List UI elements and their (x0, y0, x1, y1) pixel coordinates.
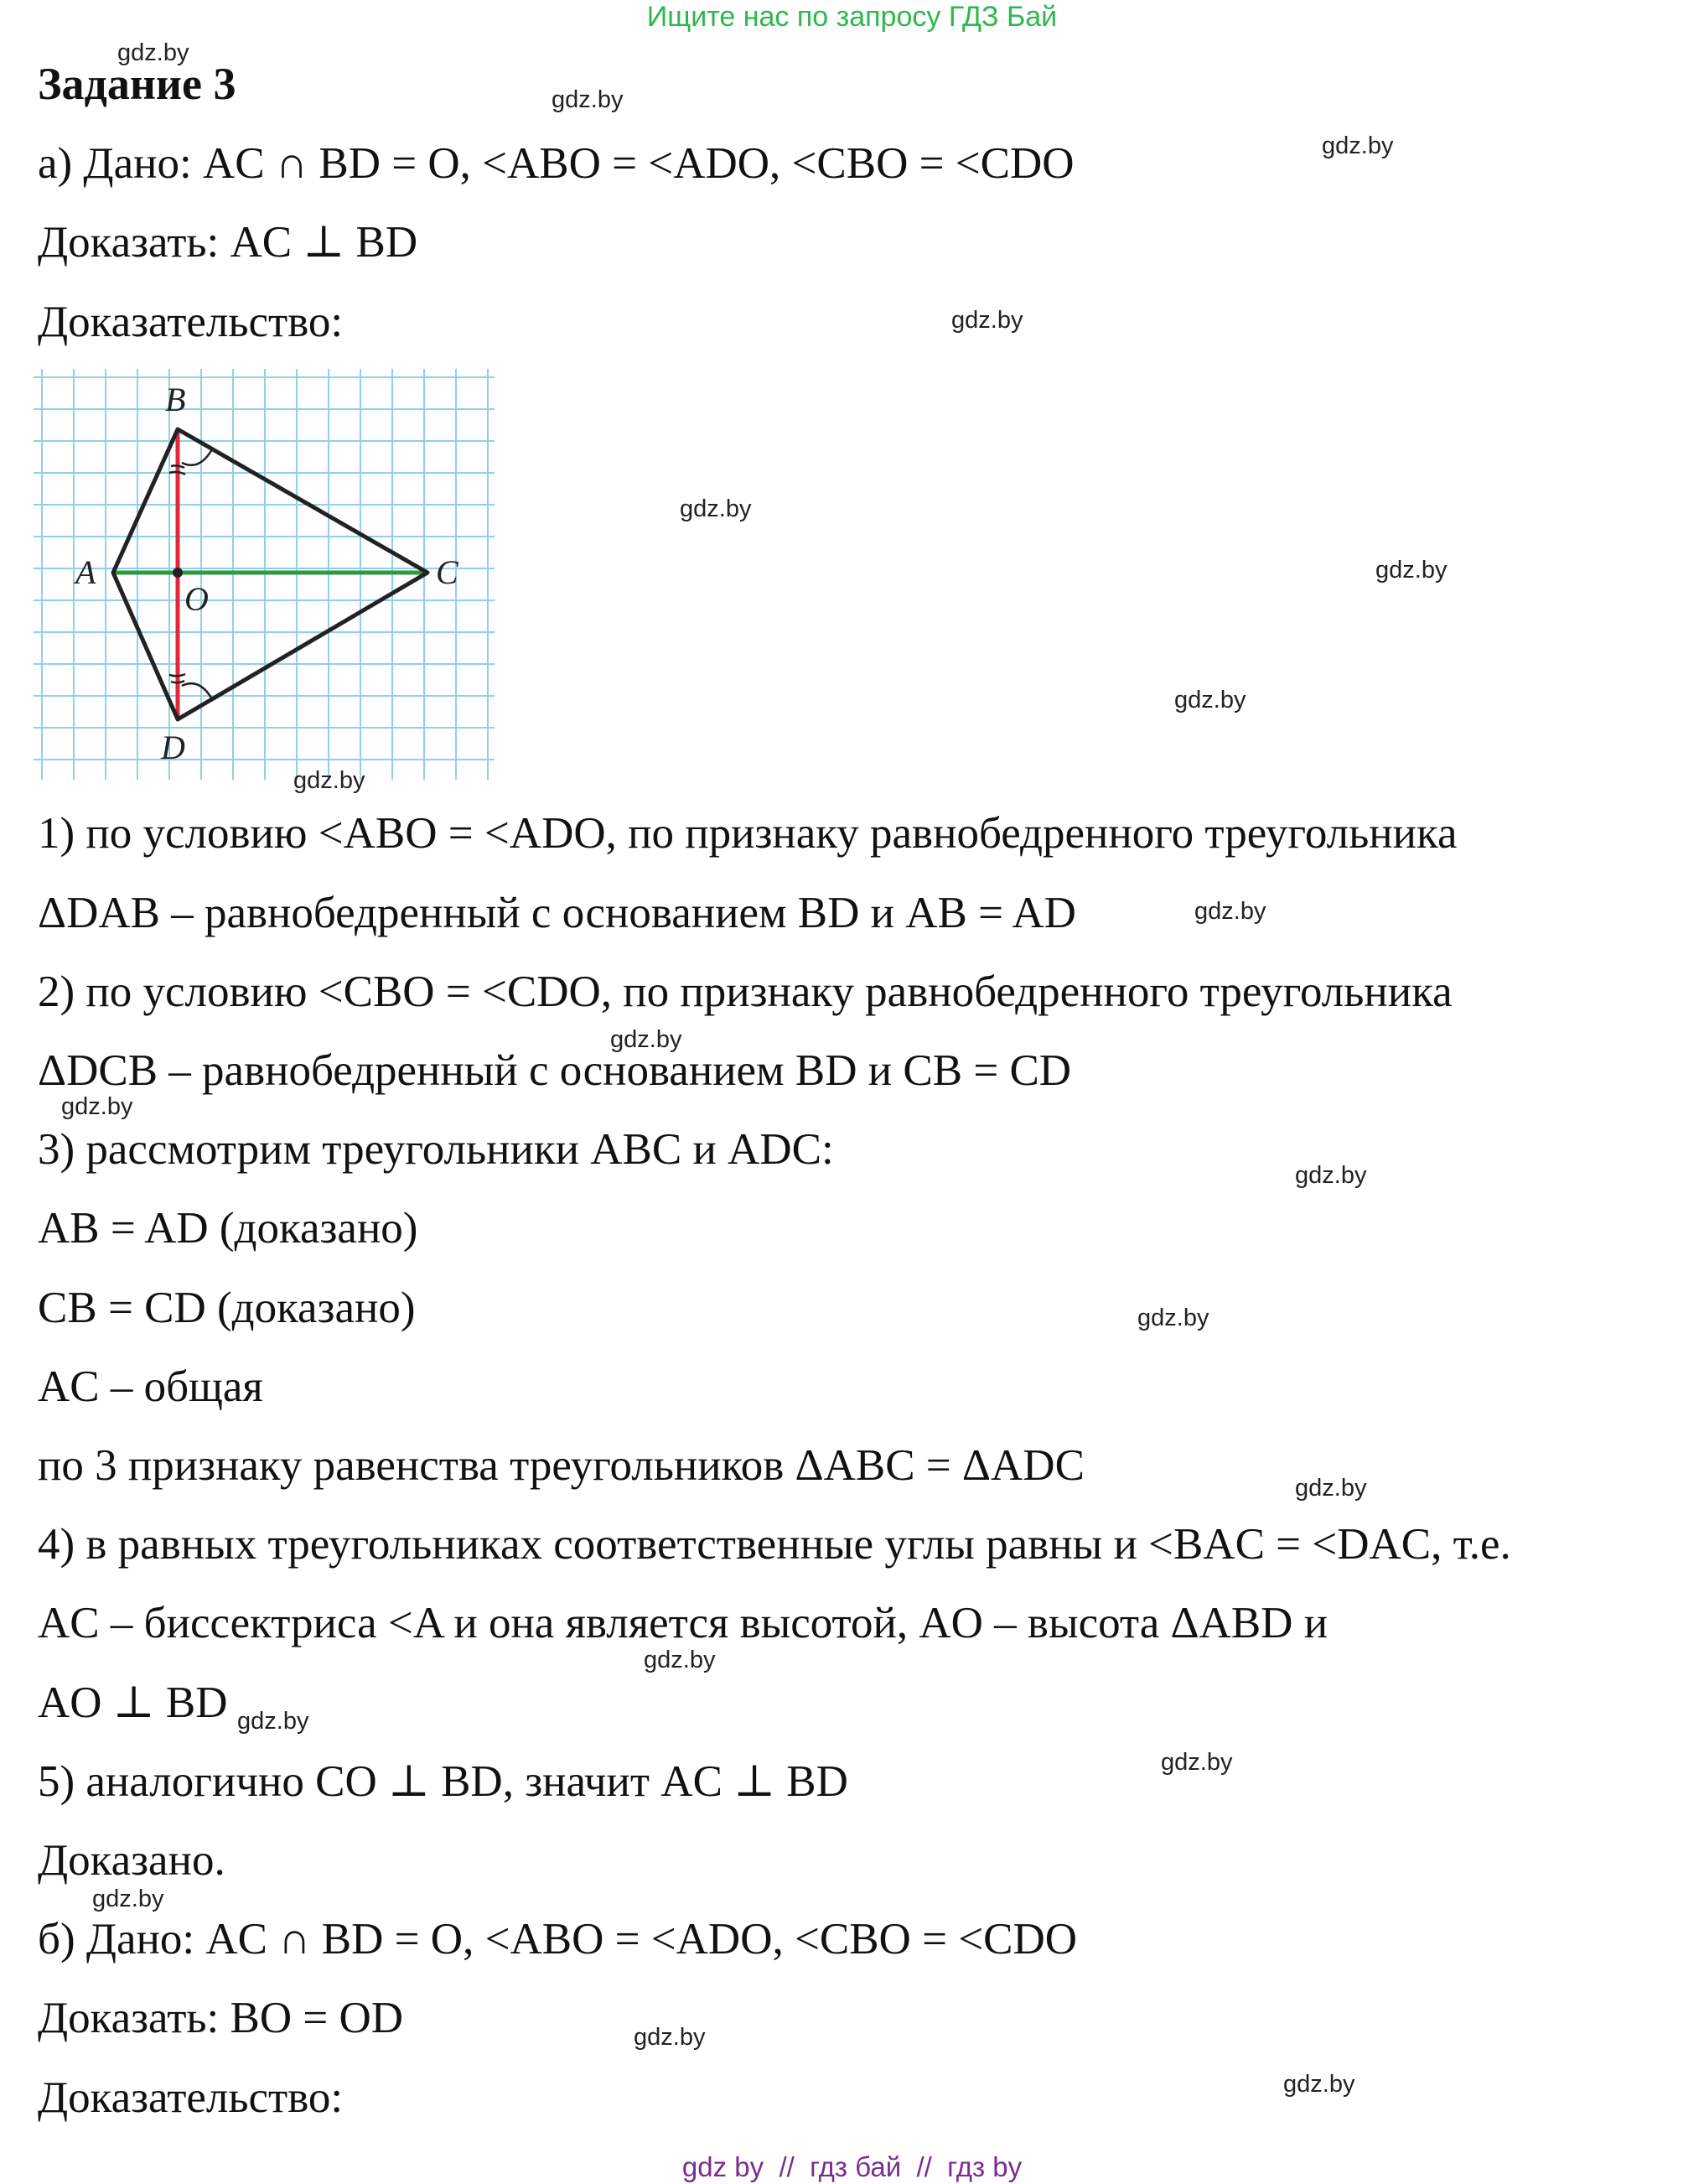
proof-step-3: 3) рассмотрим треугольники ABC и ADC: (38, 1125, 834, 1174)
label-b: B (165, 381, 186, 418)
proof-heading-b: Доказательство: (38, 2073, 344, 2122)
proof-step-3-ac: AC – общая (38, 1362, 263, 1411)
watermark: gdz.by (117, 39, 189, 66)
prove-line-a: Доказать: AC ⊥ BD (38, 218, 418, 267)
proof-step-3-cb: CB = CD (доказано) (38, 1284, 416, 1332)
proof-step-5: 5) аналогично CO ⊥ BD, значит AC ⊥ BD (38, 1757, 848, 1806)
watermark: gdz.by (1137, 1305, 1209, 1331)
proof-step-2: 2) по условию <CBO = <CDO, по признаку равнобедренного треугольника (38, 967, 1453, 1016)
proof-step-3-ab: AB = AD (доказано) (38, 1204, 418, 1253)
watermark: gdz.by (644, 1647, 716, 1673)
watermark: gdz.by (1283, 2071, 1355, 2098)
angle-mark-cdo (182, 683, 212, 699)
given-line-b: б) Дано: AC ∩ BD = O, <ABO = <ADO, <CBO = <CDO (38, 1915, 1078, 1964)
angle-mark-cbo (182, 449, 212, 465)
proof-step-4-cont: AC – биссектриса <A и она является высотой, AO – высота ΔABD и (38, 1599, 1328, 1647)
search-banner: Ищите нас по запросу ГДЗ Бай (646, 1, 1058, 33)
geometry-figure (34, 369, 503, 788)
proof-conclusion: Доказано. (38, 1836, 225, 1885)
proof-step-2-cont: ΔDCB – равнобедренный с основанием BD и CB = CD (38, 1046, 1072, 1095)
proof-step-1: 1) по условию <ABO = <ADO, по признаку равнобедренного треугольника (38, 809, 1458, 858)
proof-step-3-result: по 3 признаку равенства треугольников ΔABC = ΔADC (38, 1441, 1085, 1490)
watermark: gdz.by (237, 1708, 309, 1735)
watermark: gdz.by (1295, 1475, 1367, 1502)
task-heading: Задание 3 (38, 59, 236, 109)
watermark: gdz.by (1375, 557, 1448, 584)
watermark: gdz.by (951, 307, 1023, 334)
label-o: O (184, 580, 209, 618)
proof-step-4-result: AO ⊥ BD (38, 1678, 228, 1727)
watermark: gdz.by (1174, 687, 1246, 713)
watermark: gdz.by (552, 86, 624, 113)
label-d: D (161, 729, 185, 766)
point-o (173, 568, 183, 578)
given-line-a: а) Дано: AC ∩ BD = O, <ABO = <ADO, <CBO = <CDO (38, 139, 1075, 188)
proof-step-4: 4) в равных треугольниках соответственные углы равны и <BAC = <DAC, т.е. (38, 1520, 1511, 1569)
watermark: gdz.by (1161, 1749, 1233, 1776)
watermark: gdz.by (61, 1093, 133, 1120)
proof-heading-a: Доказательство: (38, 298, 344, 346)
watermark: gdz.by (634, 2024, 706, 2051)
watermark: gdz.by (680, 495, 752, 522)
watermark: gdz.by (1322, 132, 1394, 159)
watermark: gdz.by (92, 1886, 164, 1912)
label-a: A (75, 553, 96, 591)
prove-line-b: Доказать: BO = OD (38, 1994, 404, 2042)
proof-step-1-cont: ΔDAB – равнобедренный с основанием BD и AB = AD (38, 889, 1076, 937)
watermark: gdz.by (610, 1026, 682, 1053)
label-c: C (436, 553, 458, 591)
watermark: gdz.by (1194, 898, 1266, 925)
watermark: gdz.by (1295, 1162, 1367, 1189)
watermark: gdz.by (293, 767, 365, 794)
footer-links: gdz by // гдз бай // гдз by (681, 2151, 1023, 2182)
